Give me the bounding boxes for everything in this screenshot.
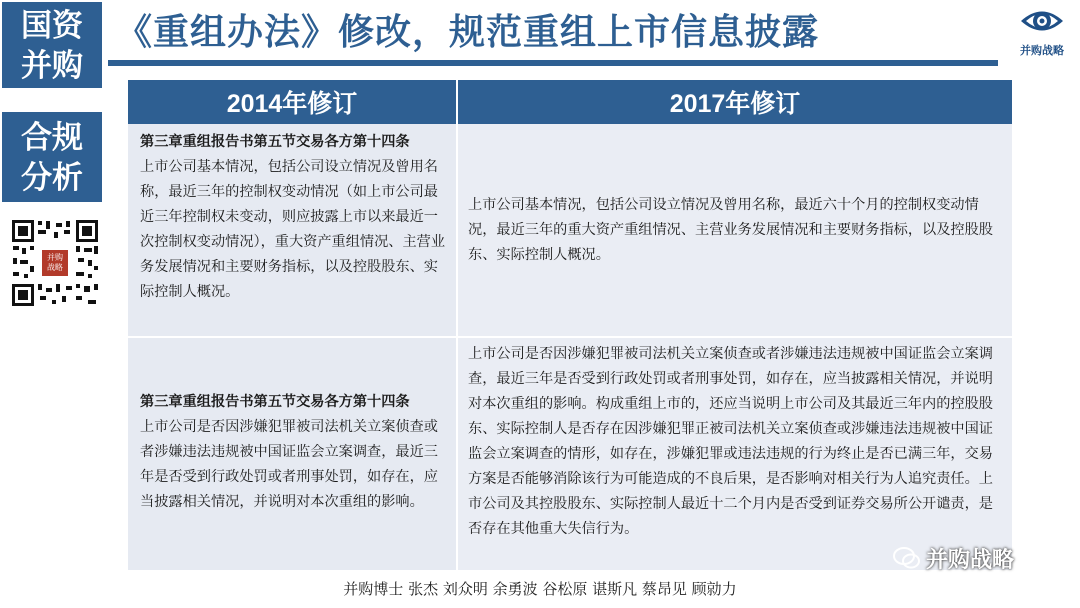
clause-text: 上市公司基本情况，包括公司设立情况及曾用名称，最近六十个月的控制权变动情况，最近三年的重大资产重组情况、主营业务发展情况和主要财务指标，以及控股股东、实际控制人概况。 — [468, 196, 993, 263]
qr-logo-line: 并购 — [47, 253, 63, 262]
cell-2017 — [458, 338, 1012, 570]
clause-heading: 第三章重组报告书第五节交易各方第十四条 — [140, 393, 410, 410]
clause-heading: 第三章重组报告书第五节交易各方第十四条 — [140, 134, 410, 150]
page-title: 《重组办法》修改，规范重组上市信息披露 — [116, 12, 820, 53]
watermark-text: 并购战略 — [926, 547, 1015, 573]
brand-logo — [1014, 4, 1070, 62]
clause-text: 上市公司是否因涉嫌犯罪被司法机关立案侦查或者涉嫌违法违规被中国证监会立案调查，最近三年是否受到行政处罚或者刑事处罚，如存在，应当披露相关情况，并说明对本次重组的影响。 — [140, 418, 438, 510]
sidebar-tag-hegui-fenxi — [2, 112, 102, 202]
footer-authors: 并购博士 张杰 刘众明 余勇波 谷松原 谌斯凡 蔡昂见 顾勍力 — [343, 580, 737, 598]
eye-icon — [1019, 4, 1065, 38]
qr-center-logo — [40, 248, 70, 278]
cell-2014 — [128, 338, 458, 570]
qr-code — [10, 218, 100, 308]
wechat-watermark — [892, 543, 1014, 573]
title-bar — [108, 0, 1080, 60]
title-underline — [108, 60, 998, 66]
cell-2017 — [458, 124, 1012, 336]
sidebar-tag-line: 合规 — [21, 120, 83, 156]
column-header-2014: 2014年修订 — [128, 80, 458, 124]
clause-text: 上市公司是否因涉嫌犯罪被司法机关立案侦查或者涉嫌违法违规被中国证监会立案调查，最近三年是否受到行政处罚或者刑事处罚，如存在，应当披露相关情况，并说明对本次重组的影响。构成重组上市的，还应当说明上市公司及其最近三年内的控股股东、实际控制人是否存在因涉嫌犯罪正被司法机关立案侦查或涉嫌违法违规被中国证监会立案调查的情形，如存在，涉嫌犯罪或违法违规的行为终止是否已满三年，交易方案是否能够消除该行为可能造成的不良后果，是否影响对相关行为人追究责任。上市公司及其控股股东、实际控制人最近十二个月内是否受到证券交易所公开谴责，是否存在其他重大失信行为。 — [468, 346, 993, 537]
cell-2014 — [128, 124, 458, 336]
column-header-2017: 2017年修订 — [458, 80, 1012, 124]
sidebar-tag-line: 国资 — [21, 8, 83, 44]
sidebar-tag-line: 分析 — [21, 160, 83, 196]
qr-logo-line: 战略 — [47, 263, 63, 272]
table-row — [128, 336, 1012, 570]
comparison-table — [128, 80, 1012, 570]
sidebar-tag-guozi-binggou — [2, 2, 102, 88]
wechat-icon — [892, 546, 922, 570]
table-header — [128, 80, 1012, 124]
sidebar-tag-line: 并购 — [21, 48, 83, 84]
table-row — [128, 124, 1012, 336]
clause-text: 上市公司基本情况，包括公司设立情况及曾用名称，最近三年的控制权变动情况（如上市公司最近三年控制权未变动，则应披露上市以来最近一次控制权变动情况），重大资产重组情况、主营业务发展情况和主要财务指标，以及控股股东、实际控制人概况。 — [140, 159, 446, 300]
brand-logo-text: 并购战略 — [1020, 44, 1064, 57]
